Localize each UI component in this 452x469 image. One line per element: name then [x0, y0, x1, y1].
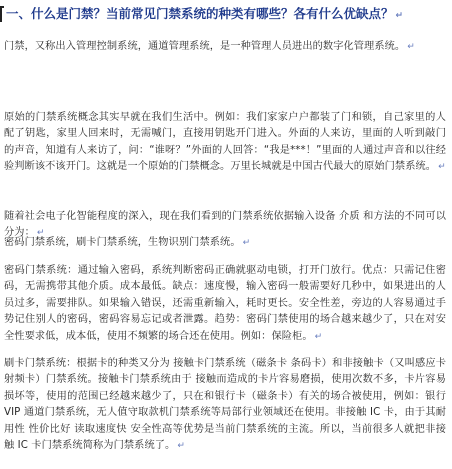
paragraph-mark-icon: ↵ — [438, 162, 446, 173]
paragraph-mark-icon: ↵ — [314, 331, 323, 342]
paragraph-password-system — [4, 263, 446, 345]
document-title — [6, 5, 446, 25]
paragraph-text: 门禁，又称出入管理控制系统，通道管理系统，是一种管理人员进出的数字化管理系统。 — [4, 41, 406, 52]
paragraph-text: 密码门禁系统，刷卡门禁系统，生物识别门禁系统。 — [4, 237, 241, 248]
paragraph-types — [4, 235, 446, 251]
paragraph-origin — [4, 110, 446, 176]
heading-row — [0, 5, 452, 25]
paragraph-mark-icon: ↵ — [407, 42, 415, 52]
paragraph-mark-icon: ↵ — [177, 441, 185, 452]
paragraph-text: 刷卡门禁系统：根据卡的种类又分为 接触卡门禁系统（磁条卡 条码卡）和非接触卡（又叫感应卡 射频卡）门禁系统。接触卡门禁系统由于 接触而造成的卡片容易磨损，使用次数不多，卡片容易损坏等，使用的范围已经越来越少了，只在和银行卡（磁条卡）有关的场合被使用，例如：银行 VIP 通道门禁系统，无人值守取款机门禁系统等局部行业领域还在使用。非接触 IC 卡，由于其耐用性 性价比好 读取速度快 安全性高等优势是当前门禁系统的主流。所以，当前很多人就把非接触 IC 卡门禁系统简称为门禁系统了。 — [4, 358, 446, 452]
corner-mark — [0, 6, 4, 22]
paragraph-text: 随着社会电子化智能程度的深入，现在我们看到的门禁系统依据输入设备 介质 和方法的不同可以分为： — [4, 211, 446, 239]
title-text: 一、什么是门禁？当前常见门禁系统的种类有哪些？各有什么优缺点？ — [6, 6, 394, 21]
paragraph-mark-icon: ↵ — [242, 238, 251, 248]
paragraph-mark-icon: ↵ — [36, 228, 45, 239]
paragraph-text: 原始的门禁系统概念其实早就在我们生活中。例如：我们家家户户都装了门和锁，自己家里的人配了钥匙，家里人回来时，无需喊门，直接用钥匙开门进入。外面的人来访，里面的人听到敲门的声音，知道有人来访了，问：“谁呀？”外面的人回答：“我是***！”里面的人通过声音和以往经验判断该不该开门。这就是一个原始的门禁概念。万里长城就是中国古代最大的原始门禁系统。 — [4, 112, 446, 173]
paragraph-card-system — [4, 356, 446, 454]
paragraph-definition — [4, 39, 446, 55]
paragraph-text: 密码门禁系统：通过输入密码，系统判断密码正确就驱动电锁，打开门放行。优点：只需记住密码，无需携带其他介质。成本最低。缺点：速度慢，输入密码一般需要好几秒中，如果进出的人员过多，需要排队。如果输入错误，还需重新输入，耗时更长。安全性差，旁边的人容易通过手势记住别人的密码，密码容易忘记或者泄露。趋势：密码门禁使用的场合越来越少了，只在对安全性要求低，成本低，使用不频繁的场合还在使用。例如：保险柜。 — [4, 265, 446, 342]
paragraph-mark-icon: ↵ — [395, 11, 404, 21]
